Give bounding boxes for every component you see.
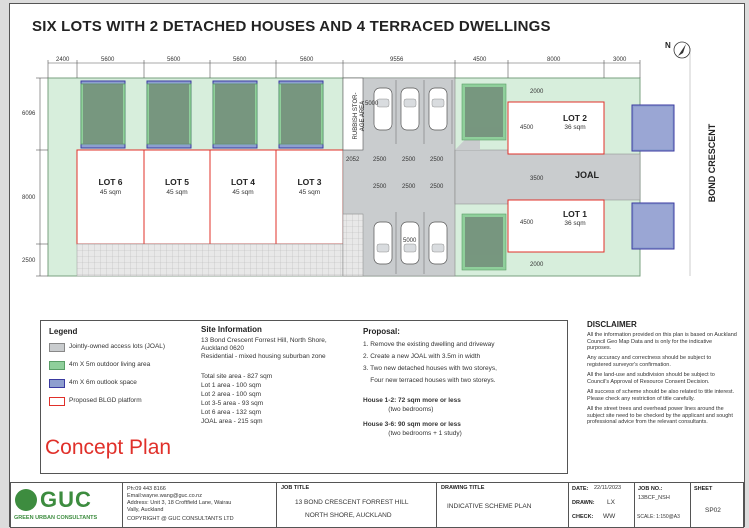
- legend-title: Legend: [49, 327, 78, 336]
- proposal-title: Proposal:: [363, 327, 400, 336]
- site-info-line: Lot 2 area - 100 sqm: [201, 391, 261, 398]
- parked-car: [429, 222, 447, 264]
- lot-name: LOT 4: [230, 177, 256, 187]
- site-info-line: Lot 3-5 area - 93 sqm: [201, 400, 264, 407]
- dim-label: 2500: [373, 157, 387, 163]
- disclaimer-para: All the information provided on this plan is based on Auckland Council Geo Map Data and is only for the indicative purposes.: [587, 332, 737, 352]
- lot-name: LOT 1: [562, 209, 588, 219]
- drawing-title: INDICATIVE SCHEME PLAN: [447, 503, 532, 510]
- scale: SCALE: 1:150@A3: [637, 514, 680, 520]
- lot-name: LOT 5: [164, 177, 190, 187]
- drawn-value: LX: [607, 499, 615, 506]
- parked-car: [374, 88, 392, 130]
- dim-label: 3500: [530, 176, 544, 182]
- proposal-line: House 1-2: 72 sqm more or less: [363, 397, 461, 404]
- dim-label: 2000: [530, 262, 544, 268]
- legend-label: Proposed BLGD platform: [69, 397, 142, 404]
- parked-car: [401, 88, 419, 130]
- joal-driveway: [455, 150, 640, 204]
- contact-line: Ph:09 443 8166: [127, 486, 166, 492]
- parked-car: [374, 222, 392, 264]
- proposal-line: (two bedrooms): [363, 406, 434, 413]
- sheet-number: SP02: [705, 507, 721, 514]
- disclaimer-title: DISCLAIMER: [587, 320, 637, 329]
- proposal-line: 1. Remove the existing dwelling and driveway: [363, 341, 495, 348]
- proposal-line: (two bedrooms + 1 study): [363, 430, 462, 437]
- legend-swatch-outdoor: [49, 361, 65, 370]
- site-info-line: Residential - mixed housing suburban zone: [201, 353, 326, 360]
- drawn-label: DRAWN:: [572, 500, 595, 506]
- check-label: CHECK:: [572, 514, 594, 520]
- leaf-logo-icon: [15, 489, 37, 511]
- dim-left: 2500: [22, 258, 36, 264]
- dim-label: 4500: [520, 220, 534, 226]
- check-value: WW: [603, 513, 616, 520]
- date-value: 22/11/2023: [594, 485, 622, 491]
- dim-top: 9556: [390, 57, 404, 63]
- dim-left: 8000: [22, 195, 36, 201]
- sheet-block: [690, 482, 744, 528]
- lot-name: LOT 3: [297, 177, 322, 187]
- legend-swatch-joal: [49, 343, 65, 352]
- dim-label: 2052: [346, 157, 360, 163]
- rubbish-storage-label: RUBBISH STOR- AGE AREA: [353, 92, 366, 140]
- lot-label-5: [144, 177, 210, 196]
- dim-top: 8000: [547, 57, 561, 63]
- contact-line: Email:wayne.wang@guc.co.nz: [127, 493, 202, 499]
- dim-top: 3000: [613, 57, 627, 63]
- lot-label-3: [276, 177, 343, 196]
- lot-label-1: [545, 209, 605, 227]
- contact-line: COPYRIGHT @ GUC CONSULTANTS LTD: [127, 516, 234, 522]
- rear-yard-strip: [77, 244, 343, 276]
- building-platform-lot6: [77, 150, 144, 244]
- logo-block: [10, 482, 124, 528]
- dim-label: 5000: [365, 101, 379, 107]
- dim-label: 4500: [520, 125, 534, 131]
- lot-label-4: [210, 177, 276, 196]
- disclaimer-para: Any accuracy and correctness should be subject to registered surveyor's confirmation.: [587, 355, 712, 368]
- dim-top: 2400: [56, 57, 70, 63]
- dim-top: 5600: [167, 57, 181, 63]
- lot-area: 45 sqm: [232, 189, 254, 196]
- lot-area: 45 sqm: [166, 189, 188, 196]
- job-number-block: [634, 482, 692, 528]
- dim-top: 5600: [101, 57, 115, 63]
- site-info-line: Lot 6 area - 132 sqm: [201, 409, 261, 416]
- job-title-line: 13 BOND CRESCENT FORREST HILL: [295, 499, 409, 506]
- site-info-line: Lot 1 area - 100 sqm: [201, 382, 261, 389]
- dim-top: 4500: [473, 57, 487, 63]
- dim-top: 5600: [233, 57, 247, 63]
- logo-subtitle: GREEN URBAN CONSULTANTS: [14, 515, 98, 521]
- dim-label: 5000: [403, 238, 417, 244]
- contact-line: Address: Unit 3, 18 Croftfield Lane, Wairau: [127, 500, 232, 506]
- dim-label: 2500: [430, 184, 444, 190]
- job-title-line: NORTH SHORE, AUCKLAND: [305, 512, 392, 519]
- site-info-title: Site Information: [201, 325, 262, 334]
- job-number-label: JOB NO.:: [638, 486, 663, 492]
- concept-plan-label: Concept Plan: [45, 436, 172, 459]
- date-label: DATE:: [572, 486, 589, 492]
- legend-label: 4m X 5m outdoor living area: [69, 361, 151, 368]
- dim-label: 2500: [402, 184, 416, 190]
- date-block: [568, 482, 636, 528]
- contact-block: [122, 482, 278, 528]
- north-label: N: [665, 41, 671, 50]
- job-title-label: JOB TITLE: [281, 485, 310, 491]
- proposal-line: Four new terraced houses with two storeys.: [363, 377, 496, 384]
- proposal-line: House 3-6: 90 sqm more or less: [363, 421, 461, 428]
- legend-label: 4m X 6m outlook space: [69, 379, 137, 386]
- job-title-block: [276, 482, 438, 528]
- logo-text: GUC: [40, 487, 92, 512]
- lot-area: 45 sqm: [298, 189, 321, 196]
- proposal-line: 3. Two new detached houses with two storeys,: [363, 365, 497, 372]
- sheet-label: SHEET: [694, 486, 713, 492]
- legend-swatch-platform: [49, 397, 65, 406]
- drawing-title-label: DRAWING TITLE: [441, 485, 485, 491]
- legend-label: Jointly-owned access lots (JOAL): [69, 343, 166, 350]
- contact-line: Vally, Auckland: [127, 507, 164, 513]
- lot-area: 45 sqm: [99, 189, 122, 196]
- lot-area: 36 sqm: [564, 220, 586, 227]
- plan-title: SIX LOTS WITH 2 DETACHED HOUSES AND 4 TERRACED DWELLINGS: [32, 18, 551, 35]
- dim-top: 5600: [300, 57, 314, 63]
- lot-name: LOT 6: [98, 177, 123, 187]
- lot-name: LOT 2: [562, 113, 588, 123]
- building-platform-lot5: [144, 150, 210, 244]
- site-info-line: Auckland 0620: [201, 345, 245, 352]
- disclaimer-para: All success of scheme should be also related to title interest. Please check any restriction of title carefully.: [587, 389, 735, 402]
- site-info-line: JOAL area - 215 sqm: [201, 418, 263, 425]
- dim-label: 2000: [530, 89, 544, 95]
- parked-car: [429, 88, 447, 130]
- drawing-title-block: [436, 482, 570, 528]
- dim-left: 6096: [22, 111, 36, 117]
- building-platform-lot4: [210, 150, 276, 244]
- joal-label: JOAL: [575, 170, 600, 180]
- lot-area: 36 sqm: [564, 124, 586, 131]
- dim-label: 2500: [430, 157, 444, 163]
- lot-label-2: [545, 113, 605, 131]
- disclaimer-para: All the street trees and overhead power lines around the subject site need to be checked by the applicant and sought professional advice from the relevant consultants.: [587, 406, 733, 426]
- site-info-line: Total site area - 827 sqm: [201, 373, 273, 380]
- street-label: BOND CRESCENT: [707, 123, 717, 203]
- dim-label: 2500: [402, 157, 416, 163]
- legend-swatch-outlook: [49, 379, 65, 388]
- dim-label: 2500: [373, 184, 387, 190]
- lot-label-6: [77, 177, 144, 196]
- drawing-sheet: [9, 3, 745, 527]
- site-info-line: 13 Bond Crescent Forrest Hill, North Shore,: [201, 337, 327, 344]
- proposal-line: 2. Create a new JOAL with 3.5m in width: [363, 353, 481, 360]
- building-platform-lot3: [276, 150, 343, 244]
- disclaimer-para: All the land-use and subdivision should be subject to Council's Approval of Resource Consent Decision.: [587, 372, 715, 385]
- job-number: 13BCF_NSH: [638, 495, 670, 501]
